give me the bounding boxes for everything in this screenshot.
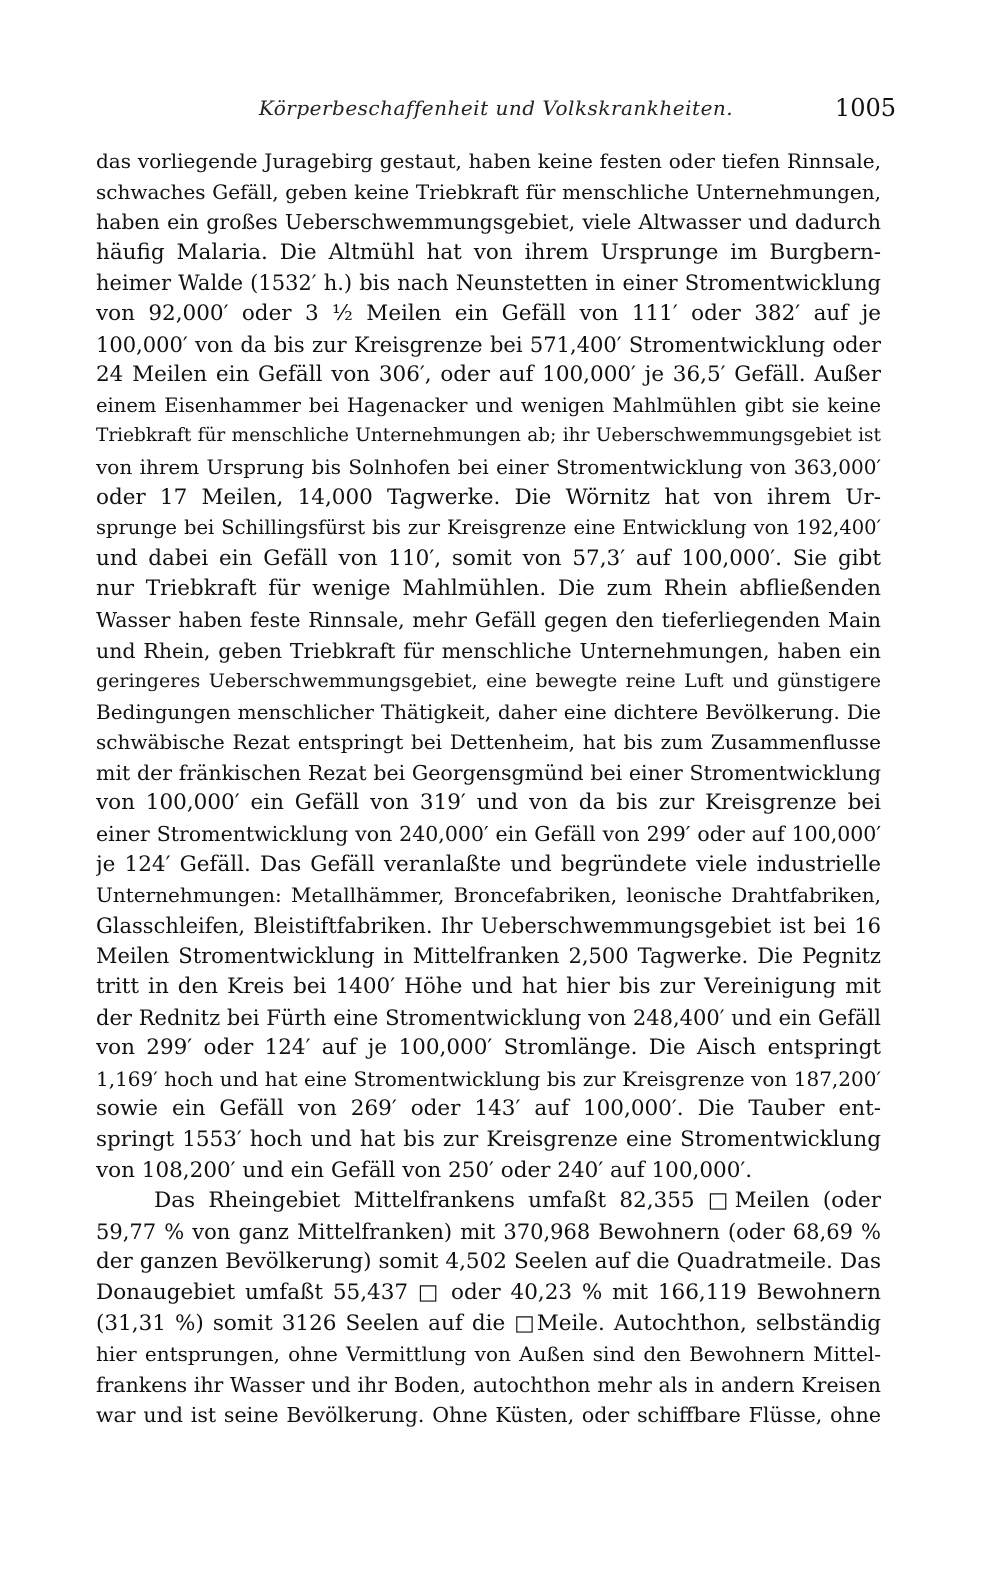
- text-line: sowie ein Gefäll von 269′ oder 143′ auf 100,000′. Die Tauber ent-: [96, 1096, 881, 1122]
- page-header: [96, 96, 896, 130]
- text-line: oder 17 Meilen, 14,000 Tagwerke. Die Wörnitz hat von ihrem Ur-: [96, 484, 881, 510]
- text-line: und dabei ein Gefäll von 110′, somit von 57,3′ auf 100,000′. Sie gibt: [96, 545, 881, 571]
- text-line: einem Eisenhammer bei Hagenacker und wenigen Mahlmühlen gibt sie keine: [96, 393, 881, 417]
- text-line: frankens ihr Wasser und ihr Boden, autochthon mehr als in andern Kreisen: [96, 1372, 881, 1397]
- text-line: sprunge bei Schillingsfürst bis zur Kreisgrenze eine Entwicklung von 192,400′: [96, 516, 881, 540]
- text-line: einer Stromentwicklung von 240,000′ ein Gefäll von 299′ oder auf 100,000′: [96, 822, 881, 847]
- text-line: heimer Walde (1532′ h.) bis nach Neunstetten in einer Stromentwicklung: [96, 271, 881, 296]
- text-line: (31,31 %) somit 3126 Seelen auf die □Meile. Autochthon, selbständig: [96, 1310, 881, 1336]
- text-line: und Rhein, geben Triebkraft für menschliche Unternehmungen, haben ein: [96, 638, 881, 663]
- text-line: geringeres Ueberschwemmungsgebiet, eine bewegte reine Luft und günstigere: [96, 670, 881, 693]
- text-line: von 108,200′ und ein Gefäll von 250′ oder 240′ auf 100,000′.: [96, 1157, 753, 1183]
- text-line: 100,000′ von da bis zur Kreisgrenze bei 571,400′ Stromentwicklung oder: [96, 332, 881, 357]
- text-line: hier entsprungen, ohne Vermittlung von Außen sind den Bewohnern Mittel-: [96, 1342, 881, 1367]
- text-line: schwäbische Rezat entspringt bei Dettenheim, hat bis zum Zusammenflusse: [96, 730, 881, 755]
- text-line: 24 Meilen ein Gefäll von 306′, oder auf 100,000′ je 36,5′ Gefäll. Außer: [96, 362, 881, 388]
- text-line: haben ein großes Ueberschwemmungsgebiet, viele Altwasser und dadurch: [96, 210, 881, 235]
- text-line: war und ist seine Bevölkerung. Ohne Küsten, oder schiffbare Flüsse, ohne: [96, 1403, 881, 1428]
- page-number: 1005: [834, 94, 896, 122]
- text-line: Donaugebiet umfaßt 55,437 □ oder 40,23 % mit 166,119 Bewohnern: [96, 1279, 881, 1305]
- text-line: Unternehmungen: Metallhämmer, Broncefabriken, leonische Drahtfabriken,: [96, 883, 881, 908]
- text-line: der ganzen Bevölkerung) somit 4,502 Seelen auf die Quadratmeile. Das: [96, 1249, 881, 1275]
- text-line: Das Rheingebiet Mittelfrankens umfaßt 82,355 □Meilen (oder: [154, 1188, 881, 1214]
- text-line: Meilen Stromentwicklung in Mittelfranken 2,500 Tagwerke. Die Pegnitz: [96, 944, 881, 969]
- text-line: je 124′ Gefäll. Das Gefäll veranlaßte und begründete viele industrielle: [96, 851, 881, 877]
- text-line: Bedingungen menschlicher Thätigkeit, daher eine dichtere Bevölkerung. Die: [96, 699, 881, 724]
- text-line: der Rednitz bei Fürth eine Stromentwicklung von 248,400′ und ein Gefäll: [96, 1005, 881, 1030]
- text-line: Glasschleifen, Bleistiftfabriken. Ihr Ueberschwemmungsgebiet ist bei 16: [96, 913, 881, 938]
- running-title: Körperbeschaffenheit und Volkskrankheiten.: [258, 96, 734, 120]
- text-line: tritt in den Kreis bei 1400′ Höhe und hat hier bis zur Vereinigung mit: [96, 974, 881, 1000]
- text-line: mit der fränkischen Rezat bei Georgensgmünd bei einer Stromentwicklung: [96, 760, 881, 785]
- body-text: [96, 146, 881, 1431]
- text-line: nur Triebkraft für wenige Mahlmühlen. Die zum Rhein abfließenden: [96, 576, 881, 602]
- text-line: Triebkraft für menschliche Unternehmungen ab; ihr Ueberschwemmungsgebiet ist: [96, 425, 881, 447]
- text-line: häufig Malaria. Die Altmühl hat von ihrem Ursprunge im Burgbern-: [96, 239, 881, 265]
- text-line: von 299′ oder 124′ auf je 100,000′ Stromlänge. Die Aisch entspringt: [96, 1035, 881, 1061]
- text-line: von 100,000′ ein Gefäll von 319′ und von da bis zur Kreisgrenze bei: [96, 790, 881, 816]
- text-line: von ihrem Ursprung bis Solnhofen bei einer Stromentwicklung von 363,000′: [96, 454, 881, 479]
- text-line: Wasser haben feste Rinnsale, mehr Gefäll gegen den tieferliegenden Main: [96, 607, 881, 632]
- paragraph: [96, 1186, 881, 1431]
- text-line: das vorliegende Juragebirg gestaut, haben keine festen oder tiefen Rinnsale,: [96, 149, 881, 173]
- text-line: 59,77 % von ganz Mittelfranken) mit 370,968 Bewohnern (oder 68,69 %: [96, 1219, 881, 1244]
- text-line: 1,169′ hoch und hat eine Stromentwicklung bis zur Kreisgrenze von 187,200′: [96, 1066, 881, 1091]
- text-line: schwaches Gefäll, geben keine Triebkraft für menschliche Unternehmungen,: [96, 179, 881, 204]
- text-line: von 92,000′ oder 3 ½ Meilen ein Gefäll von 111′ oder 382′ auf je: [96, 300, 881, 326]
- text-line: springt 1553′ hoch und hat bis zur Kreisgrenze eine Stromentwicklung: [96, 1127, 881, 1152]
- paragraph: [96, 146, 881, 1186]
